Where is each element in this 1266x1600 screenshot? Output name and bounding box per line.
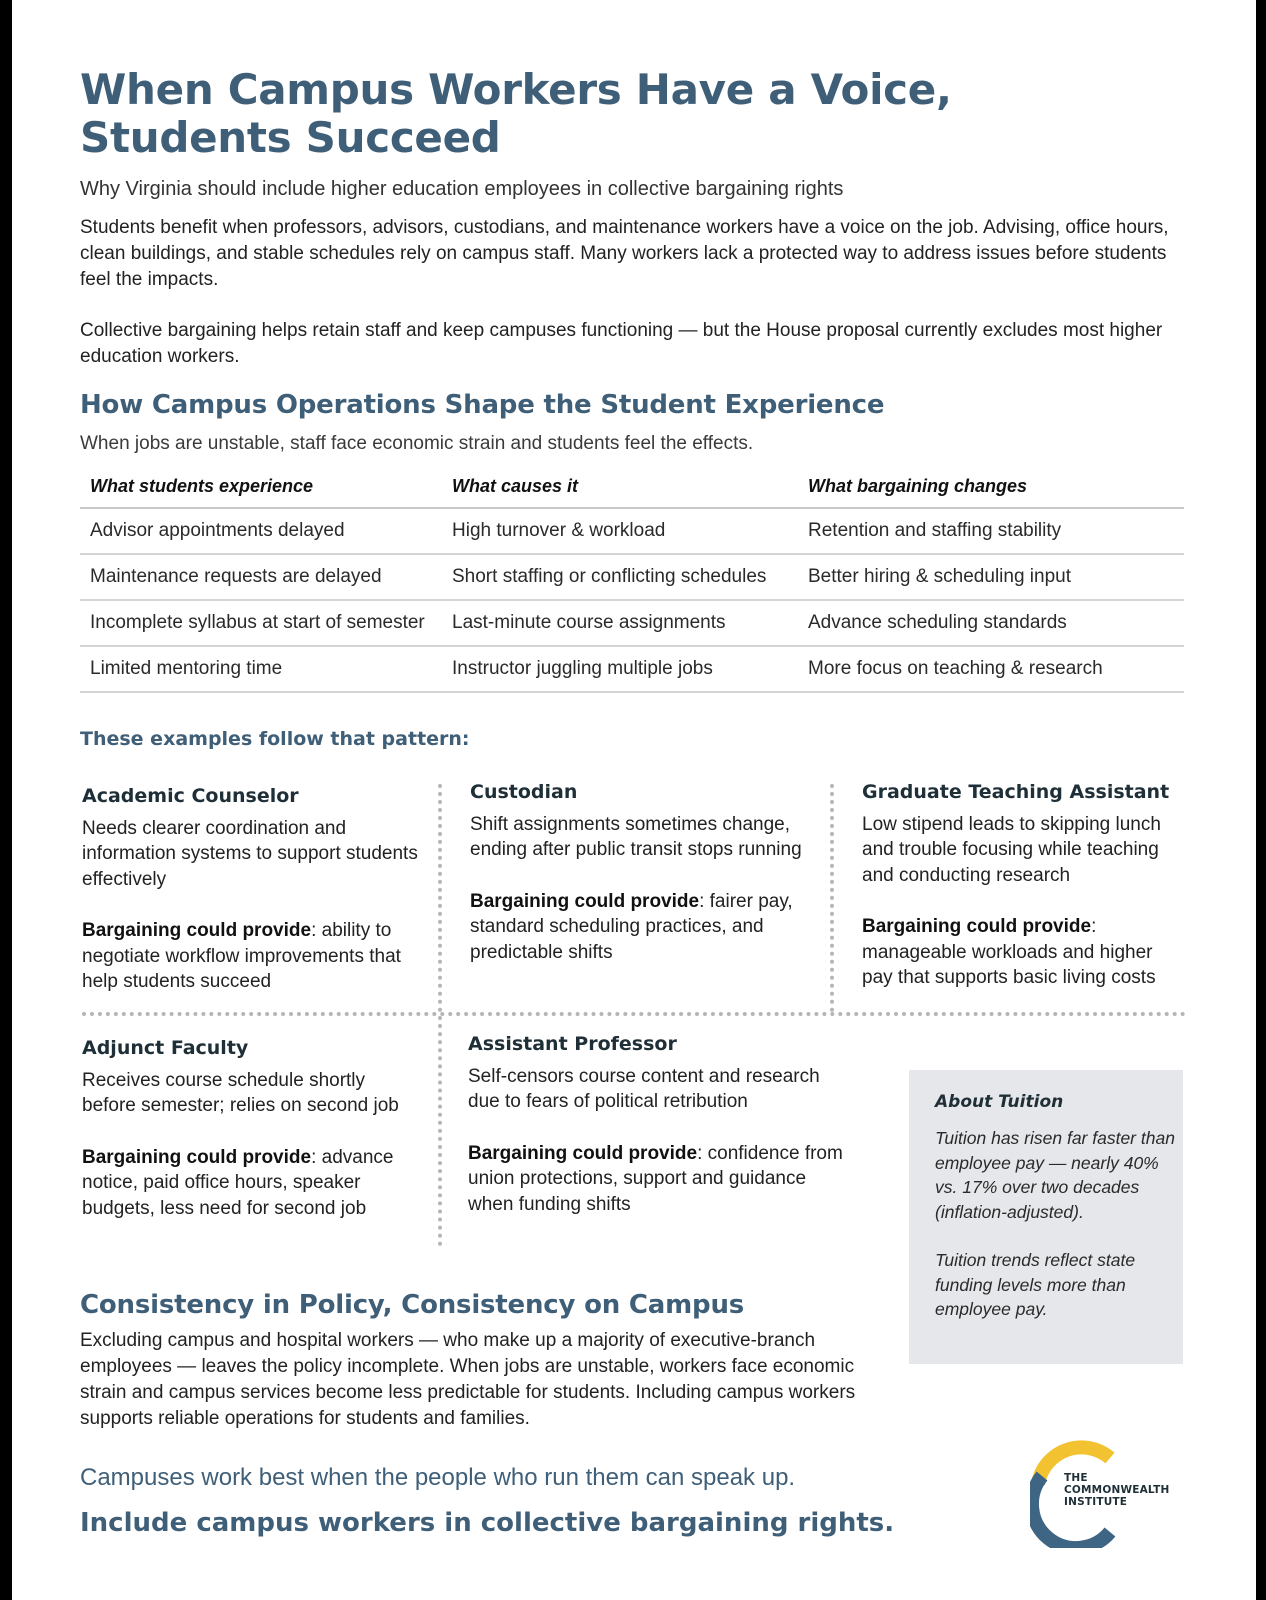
tuition-paragraph-2: Tuition trends reflect state funding levels more than employee pay. [935, 1250, 1136, 1319]
provide-label: Bargaining could provide [470, 890, 700, 912]
card-role: Graduate Teaching Assistant [862, 781, 1170, 803]
card-provide [862, 914, 1188, 991]
provide-label: Bargaining could provide [82, 920, 312, 941]
example-card-academic-counselor [82, 784, 422, 995]
provide-text: : confidence from union protections, support and guidance when funding shifts [468, 1142, 843, 1215]
example-card-adjunct-faculty [82, 1036, 422, 1221]
card-description: Receives course schedule shortly before semester; relies on second job [82, 1069, 399, 1116]
table-cell: Limited mentoring time [80, 646, 442, 692]
about-tuition-box [909, 1070, 1183, 1364]
divider-horizontal [82, 1012, 1186, 1016]
tuition-paragraph-1: Tuition has risen far faster than employee pay — nearly 40% vs. 17% over two decades (inflation-adjusted). [935, 1128, 1175, 1222]
table-row [80, 554, 1184, 600]
column-header: What students experience [80, 468, 442, 508]
provide-text: : advance notice, paid office hours, speaker budgets, less need for second job [82, 1146, 394, 1219]
consistency-body: Excluding campus and hospital workers — who make up a majority of executive-branch employees — leaves the policy incomplete. When jobs are unstable, workers face economic strain and campus services become less predictable for students. Including campus workers supports reliable operations for students and families. [80, 1330, 856, 1429]
intro-paragraph-2: Collective bargaining helps retain staff and keep campuses functioning — but the House proposal currently excludes most higher education workers. [80, 320, 1163, 367]
divider-vertical [830, 784, 834, 1012]
table-cell: Retention and staffing stability [798, 508, 1184, 554]
card-description: Needs clearer coordination and information systems to support students effectively [82, 817, 418, 890]
card-role: Assistant Professor [468, 1033, 677, 1055]
commonwealth-institute-logo [1030, 1438, 1200, 1548]
divider-vertical [438, 784, 442, 1012]
table-cell: Incomplete syllabus at start of semester [80, 600, 442, 646]
provide-label: Bargaining could provide [82, 1146, 312, 1168]
card-description: Self-censors course content and research due to fears of political retribution [468, 1065, 820, 1112]
table-cell: Better hiring & scheduling input [798, 554, 1184, 600]
title-line-2: Students Succeed [80, 113, 501, 162]
consistency-heading: Consistency in Policy, Consistency on Campus [80, 1290, 745, 1320]
table-cell: Instructor juggling multiple jobs [442, 646, 798, 692]
card-provide [82, 1145, 422, 1222]
intro-paragraph-1: Students benefit when professors, advisors, custodians, and maintenance workers have a voice on the job. Advising, office hours, clean buildings, and stable schedules rely on campus staff. Many workers lack a protected way to address issues before students feel the impacts. [80, 217, 1169, 290]
table-cell: High turnover & workload [442, 508, 798, 554]
page-title [80, 66, 952, 162]
table-cell: Advisor appointments delayed [80, 508, 442, 554]
page-subtitle: Why Virginia should include higher education employees in collective bargaining rights [80, 178, 844, 200]
column-header: What bargaining changes [798, 468, 1184, 508]
provide-label: Bargaining could provide [862, 916, 1092, 937]
table-cell: Advance scheduling standards [798, 600, 1184, 646]
card-description: Low stipend leads to skipping lunch and trouble focusing while teaching and conducting research [862, 813, 1161, 886]
tuition-heading: About Tuition [935, 1092, 1064, 1112]
provide-text: : ability to negotiate workflow improvements that help students succeed [82, 920, 401, 992]
card-description: Shift assignments sometimes change, ending after public transit stops running [470, 813, 802, 860]
closing-statement: Campuses work best when the people who run them can speak up. [80, 1464, 796, 1491]
card-role: Academic Counselor [82, 785, 299, 807]
divider-vertical [438, 1016, 442, 1246]
example-card-assistant-professor [468, 1032, 848, 1217]
examples-heading: These examples follow that pattern: [80, 728, 470, 750]
example-card-custodian [470, 780, 810, 965]
operations-heading: How Campus Operations Shape the Student Experience [80, 390, 885, 420]
table-row [80, 508, 1184, 554]
table-cell: Maintenance requests are delayed [80, 554, 442, 600]
logo-text [1064, 1472, 1169, 1508]
table-header-row [80, 468, 1184, 508]
example-card-graduate-teaching-assistant [862, 780, 1188, 991]
call-to-action: Include campus workers in collective bargaining rights. [80, 1508, 895, 1538]
tuition-body [935, 1126, 1175, 1346]
column-header: What causes it [442, 468, 798, 508]
operations-table [80, 468, 1184, 693]
logo-line: INSTITUTE [1064, 1496, 1128, 1508]
card-role: Adjunct Faculty [82, 1037, 249, 1059]
table-cell: Last-minute course assignments [442, 600, 798, 646]
table-cell: Short staffing or conflicting schedules [442, 554, 798, 600]
title-line-1: When Campus Workers Have a Voice, [80, 65, 952, 114]
operations-tagline: When jobs are unstable, staff face economic strain and students feel the effects. [80, 433, 754, 454]
logo-line: THE [1064, 1472, 1088, 1484]
provide-text: : fairer pay, standard scheduling practices, and predictable shifts [470, 890, 793, 963]
card-provide [470, 889, 810, 966]
card-role: Custodian [470, 781, 578, 803]
provide-label: Bargaining could provide [468, 1142, 698, 1164]
table-row [80, 646, 1184, 692]
document-page [12, 0, 1256, 1600]
logo-line: COMMONWEALTH [1064, 1484, 1170, 1496]
table-row [80, 600, 1184, 646]
provide-text: : manageable workloads and higher pay that supports basic living costs [862, 916, 1156, 988]
table-cell: More focus on teaching & research [798, 646, 1184, 692]
card-provide [82, 918, 422, 995]
card-provide [468, 1141, 848, 1218]
